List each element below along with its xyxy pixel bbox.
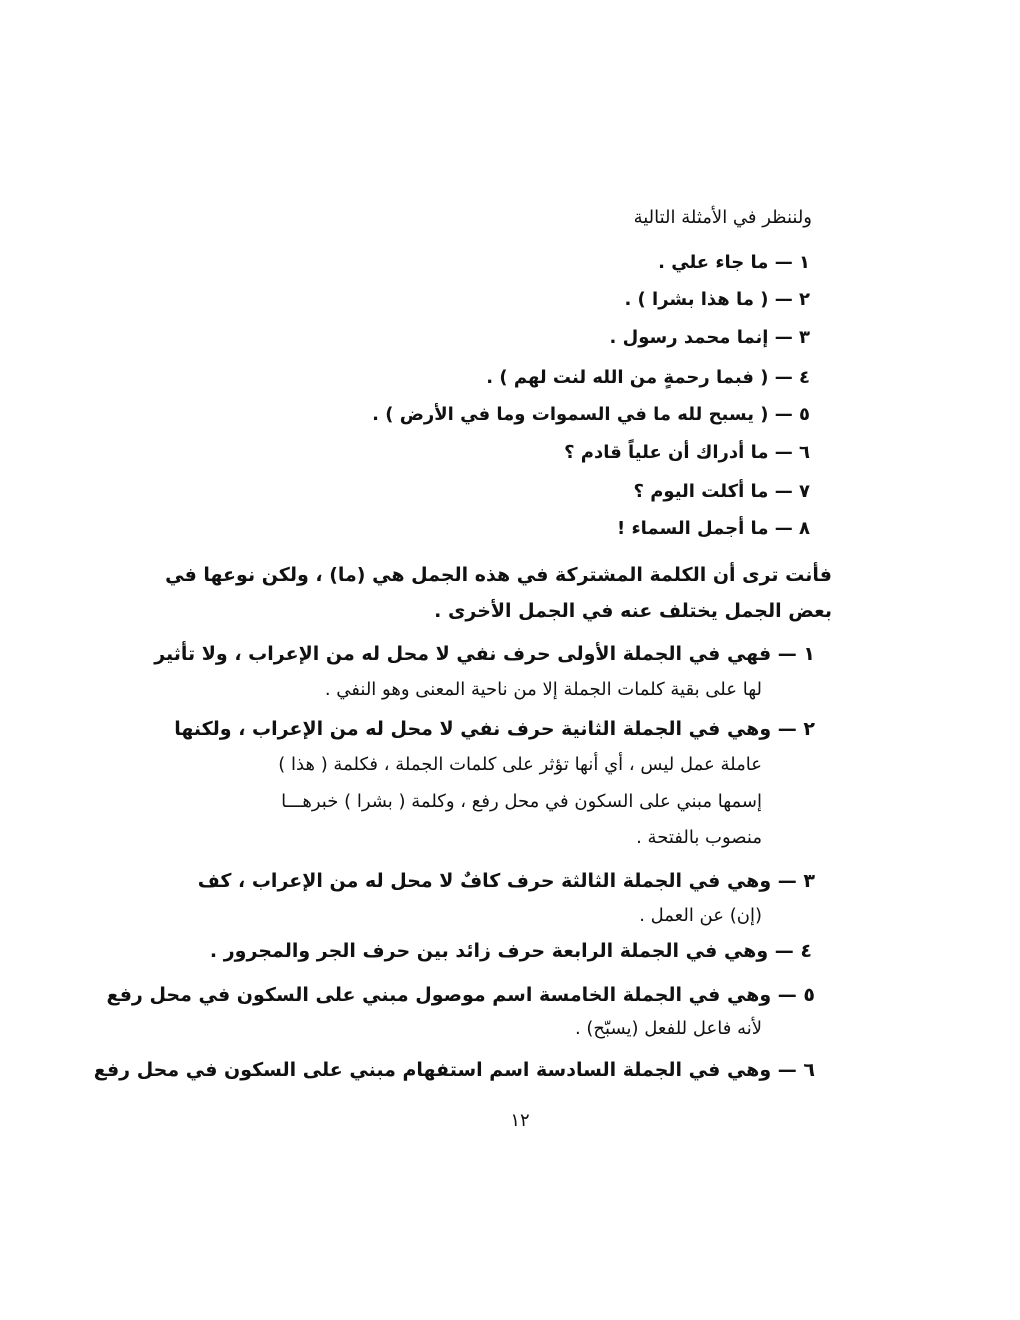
explanation-5-line-1: ٥ — وهي في الجملة الخامسة اسم موصول مبني على السكون في محل رفع	[106, 984, 815, 1006]
summary-line-1: فأنت ترى أن الكلمة المشتركة في هذه الجمل هي (ما) ، ولكن نوعها في	[165, 564, 832, 586]
example-item-4: ٤ — ( فبما رحمةٍ من الله لنت لهم ) .	[486, 367, 810, 388]
example-item-7: ٧ — ما أكلت اليوم ؟	[633, 481, 810, 502]
explanation-3-line-2: (إن) عن العمل .	[639, 905, 762, 926]
example-item-5: ٥ — ( يسبح لله ما في السموات وما في الأرض ) .	[372, 404, 810, 425]
explanation-5-line-2: لأنه فاعل للفعل (يسبّح) .	[574, 1018, 762, 1039]
explanation-1-line-2: لها على بقية كلمات الجملة إلا من ناحية المعنى وهو النفي .	[324, 679, 762, 700]
explanation-1-line-1: ١ — فهي في الجملة الأولى حرف نفي لا محل له من الإعراب ، ولا تأثير	[154, 643, 815, 665]
example-item-6: ٦ — ما أدراك أن علياً قادم ؟	[564, 442, 810, 463]
explanation-2-line-4: منصوب بالفتحة .	[636, 827, 762, 848]
page-number: ١٢	[510, 1110, 530, 1131]
example-item-3: ٣ — إنما محمد رسول .	[609, 327, 810, 348]
explanation-6-line-1: ٦ — وهي في الجملة السادسة اسم استفهام مبني على السكون في محل رفع	[93, 1059, 815, 1081]
explanation-2-line-1: ٢ — وهي في الجملة الثانية حرف نفي لا محل له من الإعراب ، ولكنها	[174, 718, 815, 740]
explanation-2-line-2: عاملة عمل ليس ، أي أنها تؤثر على كلمات الجملة ، فكلمة ( هذا )	[278, 754, 762, 775]
explanation-2-line-3: إسمها مبني على السكون في محل رفع ، وكلمة ( بشرا ) خبرهـــا	[281, 791, 762, 812]
example-item-1: ١ — ما جاء علي .	[658, 252, 810, 273]
summary-line-2: بعض الجمل يختلف عنه في الجمل الأخرى .	[434, 600, 832, 622]
example-item-2: ٢ — ( ما هذا بشرا ) .	[624, 289, 810, 310]
example-item-8: ٨ — ما أجمل السماء !	[617, 518, 810, 539]
explanation-4-line-1: ٤ — وهي في الجملة الرابعة حرف زائد بين حرف الجر والمجرور .	[209, 940, 812, 962]
intro-line: ولننظر في الأمثلة التالية	[633, 207, 812, 228]
explanation-3-line-1: ٣ — وهي في الجملة الثالثة حرف كافٌ لا محل له من الإعراب ، كف	[197, 870, 815, 892]
